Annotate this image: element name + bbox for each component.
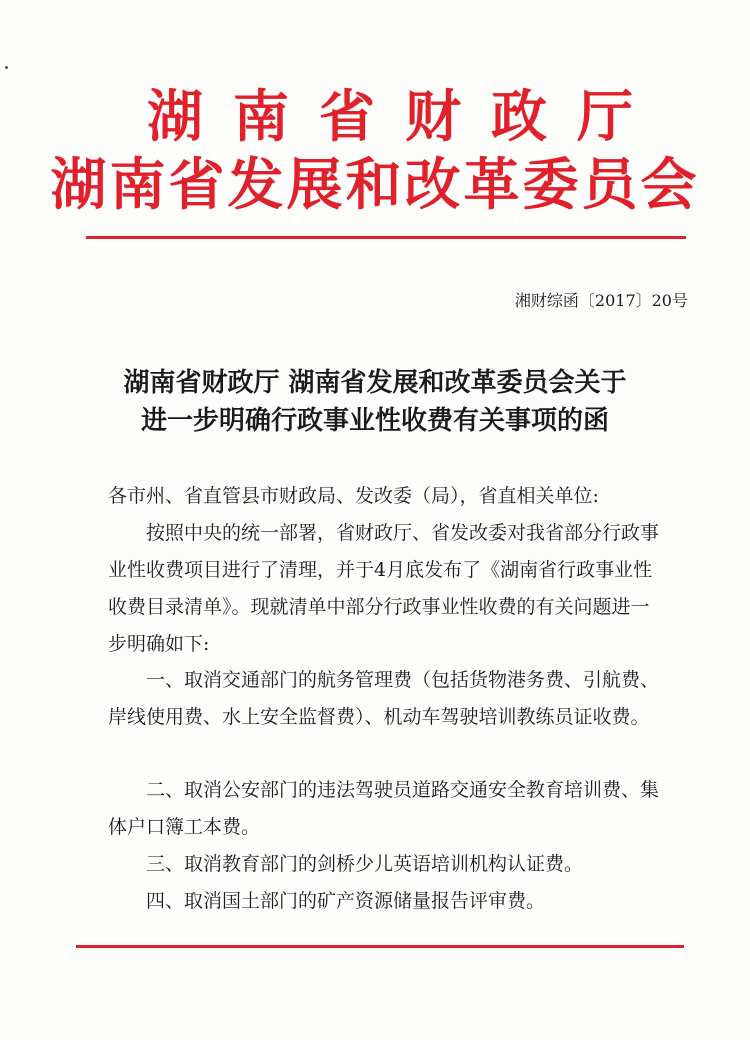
document-title-line-2: 进一步明确行政事业性收费有关事项的函 <box>140 406 609 436</box>
salutation: 各市州、省直管县市财政局、发改委（局），省直相关单位: <box>108 485 599 507</box>
document-title-line-1: 湖南省财政厅 湖南省发展和改革委员会关于 <box>123 368 627 398</box>
letterhead-finance-dept: 湖南省财政厅 <box>147 84 663 150</box>
paragraph-item-2: 二、取消公安部门的违法驾驶员道路交通安全教育培训费、集体户口簿工本费。 <box>108 779 660 838</box>
paragraph-item-4: 四、取消国土部门的矿产资源储量报告评审费。 <box>146 890 546 912</box>
paragraph-intro: 按照中央的统一部署，省财政厅、省发改委对我省部分行政事业性收费项目进行了清理，并于4月底发布了《湖南省行政事业性收费目录清单》。现就清单中部分行政事业性收费的有关问题进一步明确如下: <box>108 522 660 655</box>
letterhead-drc: 湖南省发展和改革委员会 <box>50 152 700 218</box>
paragraph-item-3: 三、取消教育部门的剑桥少儿英语培训机构认证费。 <box>146 853 584 875</box>
red-rule-top <box>86 236 686 239</box>
paragraph-item-1: 一、取消交通部门的航务管理费（包括货物港务费、引航费、岸线使用费、水上安全监督费）、机动车驾驶培训教练员证收费。 <box>108 669 660 728</box>
scan-speck <box>5 66 8 69</box>
red-rule-bottom <box>76 945 684 948</box>
document-number: 湘财综函〔2017〕20号 <box>514 291 688 310</box>
